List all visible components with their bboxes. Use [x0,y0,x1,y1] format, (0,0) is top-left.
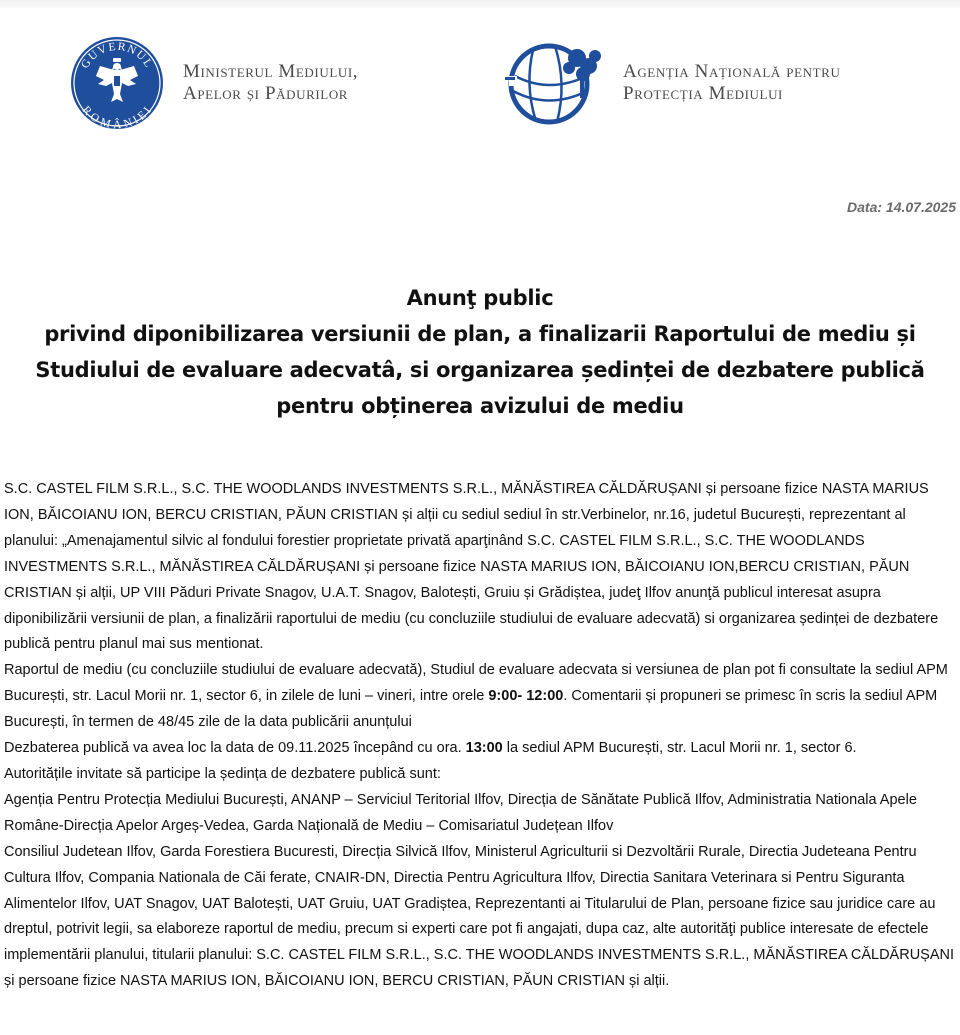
consultation-hours: 9:00- 12:00 [488,688,564,705]
top-shadow-bar [0,0,960,8]
title-line4: pentru obținerea avizului de mediu [276,394,684,418]
agency-name-line2: Protecția Mediului [623,83,783,104]
document-date: Data: 14.07.2025 [847,199,956,215]
paragraph-plan-holders: S.C. CASTEL FILM S.R.L., S.C. THE WOODLANDS INVESTMENTS S.R.L., MĂNĂSTIREA CĂLDĂRUȘANI și persoane fizice NASTA MARIUS ION, BĂICOIANU ION, BERCU CRISTIAN, PĂUN CRISTIAN și alții cu sediul sediul în str.Verbinelor, nr.16, judetul București, reprezentant al planului: „Amenajamentul silvic al fondului forestier proprietate privată aparţinând S.C. CASTEL FILM S.R.L., S.C. THE WOODLANDS INVESTMENTS S.R.L., MĂNĂSTIREA CĂLDĂRUȘANI și persoane fizice NASTA MARIUS ION, BĂICOIANU ION,BERCU CRISTIAN, PĂUN CRISTIAN și alții, UP VIII Păduri Private Snagov, U.A.T. Snagov, Balotești, Gruiu și Grădiștea, judeţ Ilfov anunţă publicul interesat asupra diponibilizării versiunii de plan, a finalizării raportului de mediu (cu concluziile studiului de evaluare adecvată) si organizarea ședinței de dezbatere publică pentru planul mai sus mentionat. [4,481,939,653]
debate-text: Dezbaterea publică va avea loc la data de 09.11.2025 începând cu ora. [4,740,466,757]
globe-tree-icon [503,36,607,130]
agency-logo [503,36,840,130]
ministry-name-line2: Apelor și Pădurilor [183,83,349,104]
debate-text-end: la sediul APM București, str. Lacul Morii nr. 1, sector 6. [502,740,857,757]
paragraph-invited-intro: Autoritățile invitate să participe la ședința de dezbatere publică sunt: [4,765,441,782]
government-logo [70,36,358,130]
paragraph-invited-authorities: Agenția Pentru Protecția Mediului București, ANANP – Serviciul Teritorial Ilfov, Direcția de Sănătate Publică Ilfov, Administratia Nationala Apele Române-Direcția Apelor Argeș-Vedea, Garda Națională de Mediu – Comisariatul Județean Ilfov [4,791,917,834]
ring-bottom-text: ROMÂNIEI [79,104,155,130]
paragraph-debate [4,736,956,762]
ring-top-text: GUVERNUL [79,40,155,71]
title-line2: privind diponibilizarea versiunii de plan, a finalizarii Raportului de mediu și [44,322,916,346]
paragraph-other-participants: Consiliul Judetean Ilfov, Garda Forestiera Bucuresti, Direcția Silvică Ilfov, Ministerul Agriculturii si Dezvoltării Rurale, Directia Judeteana Pentru Cultura Ilfov, Compania Nationala de Căi ferate, CNAIR-DN, Directia Pentru Agricultura Ilfov, Directia Sanitara Veterinara si Pentru Siguranta Alimentelor Ilfov, UAT Snagov, UAT Balotești, UAT Gruiu, UAT Gradiștea, Reprezentanti ai Titularului de Plan, persoane fizice sau juridice care au dreptul, potrivit legii, sa elaboreze raportul de mediu, precum si experti care pot fi angajati, dupa caz, alte autorităţi publice interesate de efectele implementării planului, titularii planului: S.C. CASTEL FILM S.R.L., S.C. THE WOODLANDS INVESTMENTS S.R.L., MĂNĂSTIREA CĂLDĂRUȘANI și persoane fizice NASTA MARIUS ION, BĂICOIANU ION, BERCU CRISTIAN, PĂUN CRISTIAN și alții. [4,843,955,990]
ministry-name-line1: Ministerul Mediului, [183,61,359,82]
title-line3: Studiului de evaluare adecvatâ, si organizarea ședinței de dezbatere publică [35,358,925,382]
consultation-text-end: . Comentarii și propuneri se primesc în scris la sediul APM București, în termen de 48/45 zile de la data publicării anunțului [4,688,938,731]
paragraph-consultation [4,658,956,736]
consultation-text: Raportul de mediu (cu concluziile studiului de evaluare adecvată), Studiul de evaluare adecvata si versiunea de plan pot fi consultate la sediul APM București, str. Lacul Morii nr. 1, sector 6, in zilele de luni – vineri, intre orele [4,662,948,705]
announcement-title [0,280,960,424]
announcement-body [4,477,956,995]
eagle-coat-of-arms-icon [70,36,164,130]
title-line1: Anunţ public [406,286,554,310]
agency-name-line1: Agenția Națională pentru [623,61,841,82]
debate-time: 13:00 [465,740,503,757]
